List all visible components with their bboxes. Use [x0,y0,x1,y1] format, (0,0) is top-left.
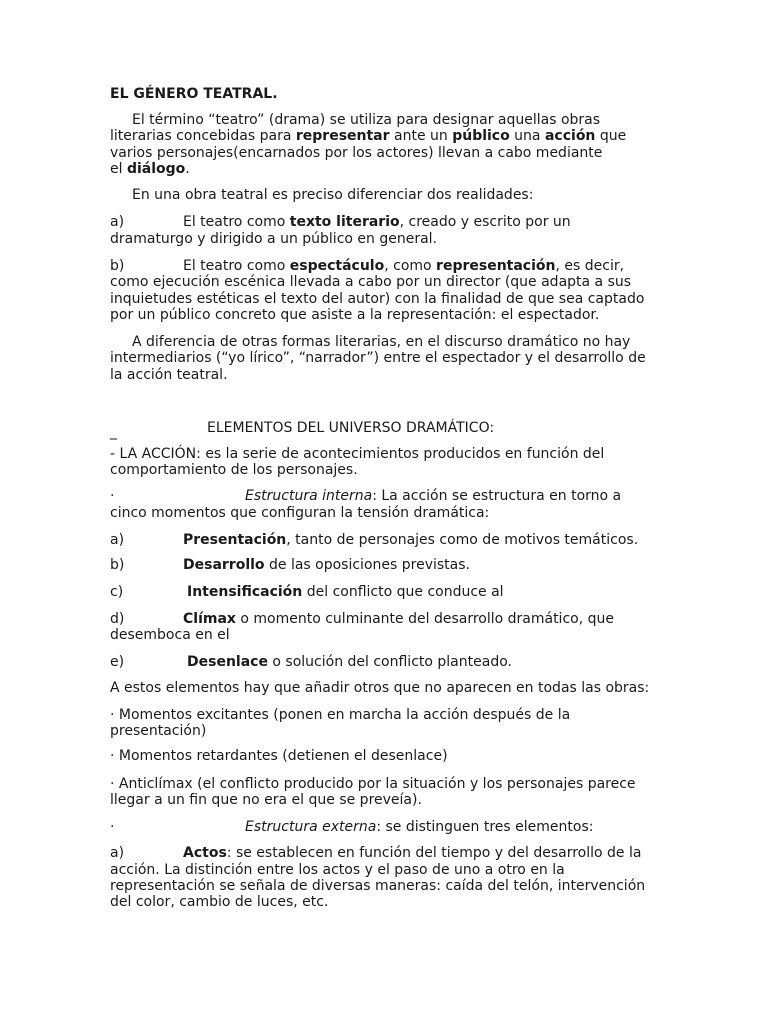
realities-intro: En una obra teatral es preciso diferenciar dos realidades: [132,187,534,203]
moment-denouement: Desenlace o solución del conflicto planteado. [187,654,512,670]
moment-d-marker: d) [110,611,125,627]
intro-line-3: varios personajes(encarnados por los actores) llevan a cabo mediante [110,145,603,161]
moment-climax: Clímax o momento culminante del desarrollo dramático, que [183,611,614,627]
difference-line-1: A diferencia de otras formas literarias, en el discurso dramático no hay [132,334,631,350]
internal-structure-line-1: Estructura interna: La acción se estructura en torno a [245,488,622,504]
difference-line-2: intermediarios (“yo lírico”, “narrador”) entre el espectador y el desarrollo de [110,350,646,366]
item-b-line-2: como ejecución escénica llevada a cabo por un director (que adapta a sus [110,274,632,290]
item-b-line-3: inquietudes estéticas el texto del autor) con la finalidad de que sea captado [110,291,645,307]
exciting-moments-line-2: presentación) [110,723,207,739]
acts-line-3: representación se señala de diversas maneras: caída del telón, intervención [110,878,646,894]
external-bullet: · [110,819,115,835]
internal-bullet: · [110,488,115,504]
item-b-line-1: El teatro como espectáculo, como representación, es decir, [183,258,625,274]
retarding-moments: · Momentos retardantes (detienen el desenlace) [110,748,448,764]
acts-line-1: Actos: se establecen en función del tiempo y del desarrollo de la [183,845,642,861]
difference-line-3: la acción teatral. [110,367,228,383]
anticlimax-line-2: llegar a un fin que no era el que se preveía). [110,792,422,808]
moment-presentation: Presentación, tanto de personajes como de motivos temáticos. [183,532,639,548]
acts-line-2: acción. La distinción entre los actos y el paso de uno a otro en la [110,862,565,878]
intro-line-2: literarias concebidas para representar ante un público una acción que [110,128,627,144]
document-title: EL GÉNERO TEATRAL. [110,86,278,102]
extra-elements-intro: A estos elementos hay que añadir otros que no aparecen en todas las obras: [110,680,650,696]
moment-development: Desarrollo de las oposiciones previstas. [183,557,470,573]
item-b-line-4: por un público concreto que asiste a la representación: el espectador. [110,307,600,323]
moment-c-marker: c) [110,584,124,600]
acts-marker: a) [110,845,125,861]
internal-structure-line-2: cinco momentos que configuran la tensión dramática: [110,505,490,521]
moment-intensification: Intensificación del conflicto que conduce al [187,584,504,600]
anticlimax-line-1: · Anticlímax (el conflicto producido por la situación y los personajes parece [110,776,636,792]
moment-b-marker: b) [110,557,125,573]
external-structure: Estructura externa: se distinguen tres elementos: [245,819,594,835]
action-def-line-2: comportamiento de los personajes. [110,462,358,478]
intro-line-4: el diálogo. [110,161,190,177]
item-b-marker: b) [110,258,125,274]
item-a-marker: a) [110,214,125,230]
action-def-line-1: - LA ACCIÓN: es la serie de acontecimientos producidos en función del [110,446,605,462]
section-marker: _ [110,424,117,440]
intro-line-1: El término “teatro” (drama) se utiliza para designar aquellas obras [132,112,601,128]
moment-a-marker: a) [110,532,125,548]
moment-e-marker: e) [110,654,125,670]
moment-climax-line-2: desemboca en el [110,627,230,643]
item-a-line-2: dramaturgo y dirigido a un público en general. [110,231,438,247]
section-heading: ELEMENTOS DEL UNIVERSO DRAMÁTICO: [207,420,495,436]
acts-line-4: del color, cambio de luces, etc. [110,894,329,910]
item-a-line-1: El teatro como texto literario, creado y escrito por un [183,214,571,230]
exciting-moments-line-1: · Momentos excitantes (ponen en marcha la acción después de la [110,707,571,723]
